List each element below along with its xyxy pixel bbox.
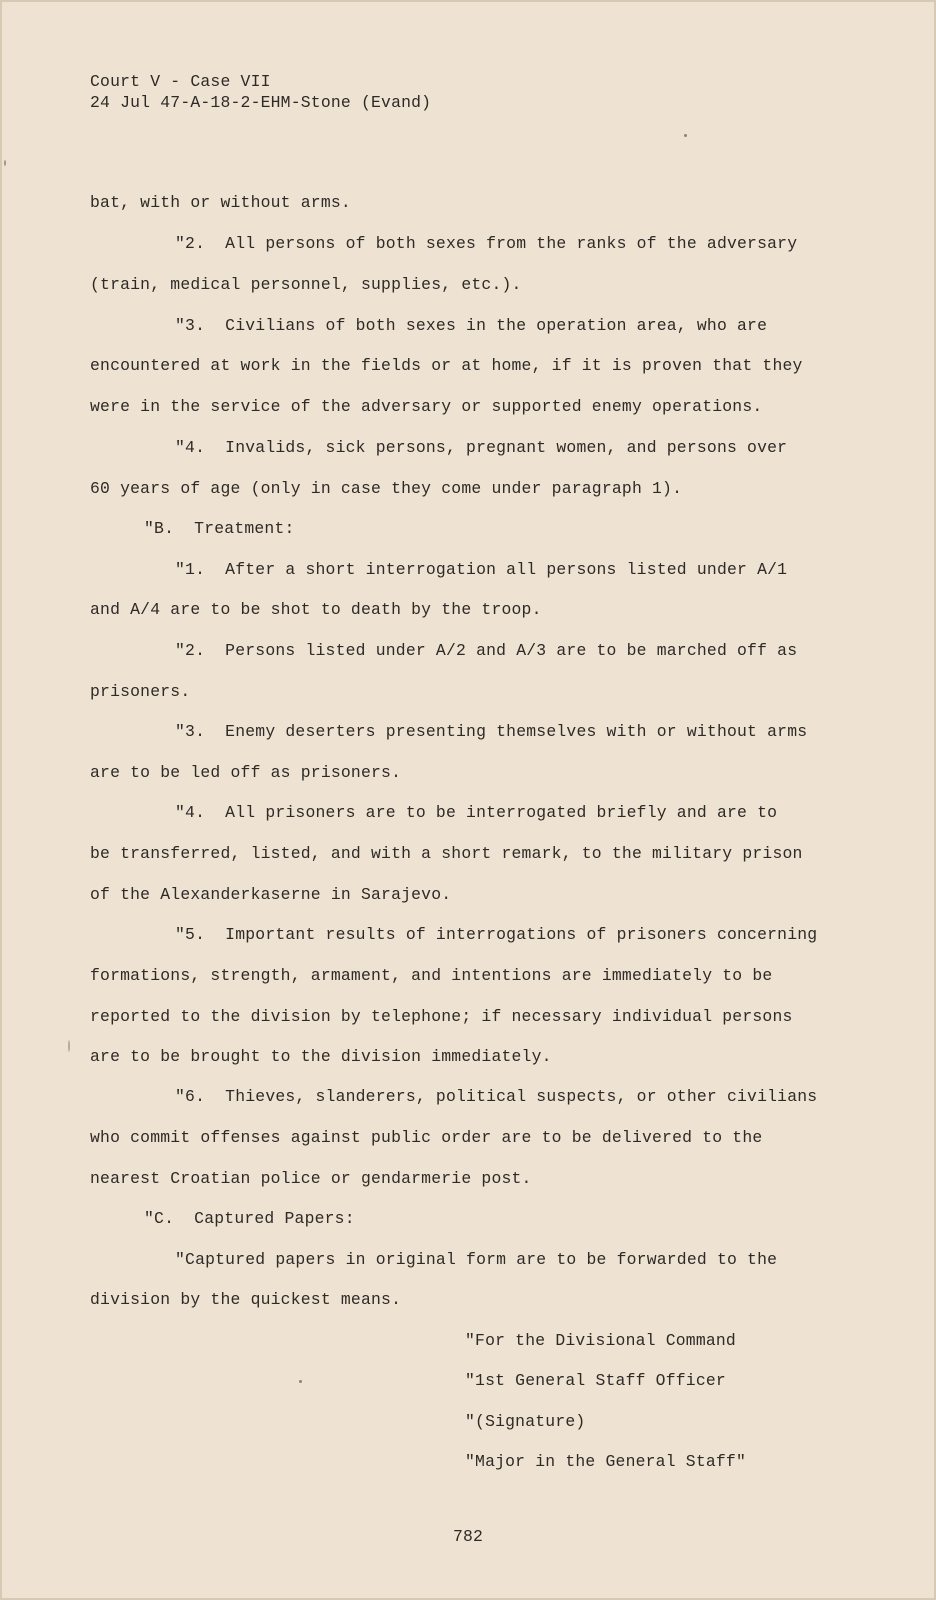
- paper-mark: [68, 1040, 70, 1052]
- signature-line: "(Signature): [465, 1412, 586, 1431]
- body-line: "5. Important results of interrogations of prisoners concerning: [175, 925, 818, 944]
- body-line: reported to the division by telephone; if necessary individual persons: [90, 1007, 793, 1026]
- body-line: "B. Treatment:: [144, 519, 295, 538]
- body-line: (train, medical personnel, supplies, etc.).: [90, 275, 522, 294]
- signature-line: "1st General Staff Officer: [465, 1371, 726, 1390]
- signature-line: "Major in the General Staff": [465, 1452, 747, 1471]
- body-line: "4. All prisoners are to be interrogated briefly and are to: [175, 803, 778, 822]
- header-document-id: 24 Jul 47-A-18-2-EHM-Stone (Evand): [90, 93, 432, 112]
- body-line: are to be led off as prisoners.: [90, 763, 402, 782]
- body-line: are to be brought to the division immediately.: [90, 1047, 552, 1066]
- body-line: "4. Invalids, sick persons, pregnant women, and persons over: [175, 438, 788, 457]
- paper-speck: [299, 1380, 302, 1383]
- body-line: "Captured papers in original form are to be forwarded to the: [175, 1250, 778, 1269]
- body-line: "6. Thieves, slanderers, political suspects, or other civilians: [175, 1087, 818, 1106]
- page-number: 782: [452, 1527, 484, 1546]
- body-line: encountered at work in the fields or at home, if it is proven that they: [90, 356, 803, 375]
- body-line: prisoners.: [90, 682, 191, 701]
- body-line: formations, strength, armament, and intentions are immediately to be: [90, 966, 773, 985]
- paper-speck: [684, 134, 687, 137]
- body-line: and A/4 are to be shot to death by the troop.: [90, 600, 542, 619]
- signature-line: "For the Divisional Command: [465, 1331, 736, 1350]
- body-line: who commit offenses against public order are to be delivered to the: [90, 1128, 763, 1147]
- body-line: "2. All persons of both sexes from the ranks of the adversary: [175, 234, 798, 253]
- body-line: be transferred, listed, and with a short remark, to the military prison: [90, 844, 803, 863]
- body-line: were in the service of the adversary or supported enemy operations.: [90, 397, 763, 416]
- body-line: "3. Civilians of both sexes in the operation area, who are: [175, 316, 768, 335]
- header-court-case: Court V - Case VII: [90, 72, 271, 91]
- body-line: "3. Enemy deserters presenting themselves with or without arms: [175, 722, 808, 741]
- body-line: "2. Persons listed under A/2 and A/3 are to be marched off as: [175, 641, 798, 660]
- paper-mark: [4, 160, 6, 166]
- body-line: bat, with or without arms.: [90, 193, 351, 212]
- body-line: division by the quickest means.: [90, 1290, 402, 1309]
- body-line: "C. Captured Papers:: [144, 1209, 355, 1228]
- body-line: nearest Croatian police or gendarmerie post.: [90, 1169, 532, 1188]
- body-line: of the Alexanderkaserne in Sarajevo.: [90, 885, 452, 904]
- body-line: "1. After a short interrogation all persons listed under A/1: [175, 560, 788, 579]
- body-line: 60 years of age (only in case they come under paragraph 1).: [90, 479, 683, 498]
